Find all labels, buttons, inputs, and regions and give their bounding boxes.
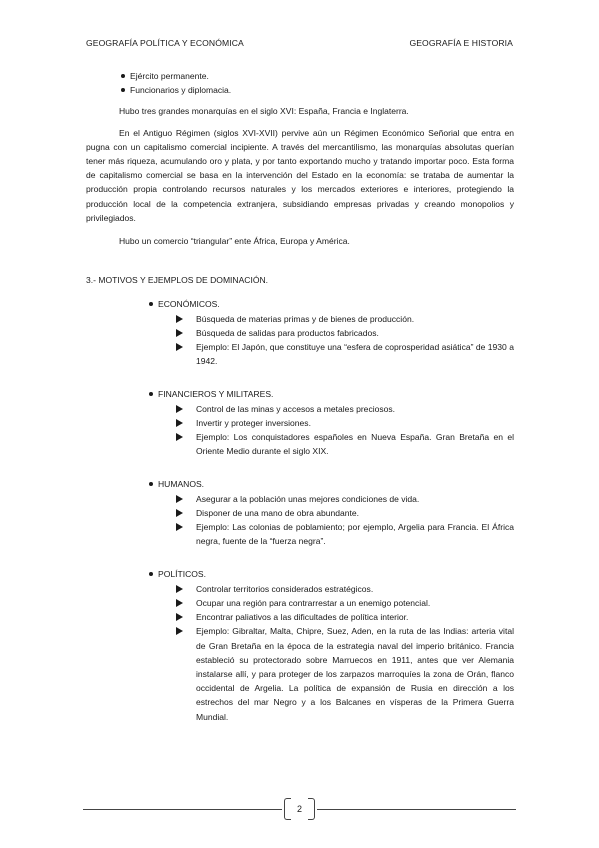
arrow-right-icon: [176, 315, 183, 323]
header-right: GEOGRAFÍA E HISTORIA: [409, 38, 513, 48]
section-humanos: [86, 477, 514, 548]
paragraph: Hubo un comercio “triangular” ente África, Europa y América.: [119, 236, 350, 247]
bracket-left-icon: [284, 798, 291, 820]
arrow-right-icon: [176, 627, 183, 635]
list-item: Control de las minas y accesos a metales preciosos.: [86, 402, 514, 416]
list-item: Encontrar paliativos a las dificultades de política interior.: [86, 610, 514, 624]
category-title: POLÍTICOS.: [86, 567, 514, 581]
section-economicos: [86, 297, 514, 368]
category-title: FINANCIEROS Y MILITARES.: [86, 387, 514, 401]
section-heading: 3.- MOTIVOS Y EJEMPLOS DE DOMINACIÓN.: [86, 275, 269, 286]
item-list: [86, 582, 514, 724]
list-item: Búsqueda de materias primas y de bienes de producción.: [86, 312, 514, 326]
arrow-right-icon: [176, 599, 183, 607]
bullet-text: Ejército permanente.: [130, 71, 209, 81]
item-list: [86, 402, 514, 459]
item-list: [86, 312, 514, 369]
bullet-dot-icon: [149, 572, 153, 576]
bullet-item: [86, 69, 514, 83]
paragraph: Hubo tres grandes monarquías en el siglo XVI: España, Francia e Inglaterra.: [119, 106, 409, 117]
list-item: Controlar territorios considerados estratégicos.: [86, 582, 514, 596]
category-title: ECONÓMICOS.: [86, 297, 514, 311]
list-item: Disponer de una mano de obra abundante.: [86, 506, 514, 520]
arrow-right-icon: [176, 613, 183, 621]
footer-rule-right: [317, 809, 516, 810]
document-body: [86, 69, 514, 724]
list-item: Ejemplo: Los conquistadores españoles en Nueva España. Gran Bretaña en el Oriente Medio durante el siglo XIX.: [86, 430, 514, 458]
arrow-right-icon: [176, 329, 183, 337]
bullet-dot-icon: [121, 74, 125, 78]
section-politicos: [86, 567, 514, 723]
list-item: Ejemplo: Las colonias de poblamiento; por ejemplo, Argelia para Francia. El África negra, fuente de la “fuerza negra”.: [86, 520, 514, 548]
arrow-right-icon: [176, 509, 183, 517]
arrow-right-icon: [176, 405, 183, 413]
arrow-right-icon: [176, 343, 183, 351]
header-left: GEOGRAFÍA POLÍTICA Y ECONÓMICA: [86, 38, 244, 48]
paragraph: En el Antiguo Régimen (siglos XVI-XVII) pervive aún un Régimen Económico Señorial que entra en pugna con un capitalismo comercial incipiente. A través del mercantilismo, las monarquías absolutas querían tener más riqueza, acumulando oro y plata, y por tanto exportando mucho y tratando importar poco. Esta forma de capitalismo comercial se basa en la intervención del Estado en la economía: se trataba de aumentar la producción propia controlando recursos naturales y los mercados exteriores e interiores, protegiendo la producción local de la competencia extranjera, subsidiando empresas privadas y creando monopolios y privilegiados.: [86, 127, 514, 223]
bullet-text: Funcionarios y diplomacia.: [130, 85, 232, 96]
arrow-right-icon: [176, 419, 183, 427]
bullet-dot-icon: [149, 482, 153, 486]
page-number: 2: [282, 798, 317, 820]
list-item: Búsqueda de salidas para productos fabricados.: [86, 326, 514, 340]
list-item: Ocupar una región para contrarrestar a un enemigo potencial.: [86, 596, 514, 610]
section-financieros: [86, 387, 514, 458]
bullet-dot-icon: [149, 392, 153, 396]
list-item: Asegurar a la población unas mejores condiciones de vida.: [86, 492, 514, 506]
arrow-right-icon: [176, 433, 183, 441]
list-item: Ejemplo: El Japón, que constituye una “esfera de coprosperidad asiática” de 1930 a 1942.: [86, 340, 514, 368]
arrow-right-icon: [176, 523, 183, 531]
item-list: [86, 492, 514, 549]
bullet-dot-icon: [149, 302, 153, 306]
arrow-right-icon: [176, 495, 183, 503]
arrow-right-icon: [176, 585, 183, 593]
bullet-dot-icon: [121, 88, 125, 92]
category-title: HUMANOS.: [86, 477, 514, 491]
list-item: Ejemplo: Gibraltar, Malta, Chipre, Suez, Aden, en la ruta de las Indias: arteria vital de Gran Bretaña en la época de la estrategia naval del imperio británico. Francia estableció su protectorado sobre Marruecos en 1911, antes que ver Alemania instalarse allí, y para proteger de los zarpazos marroquíes la zona de Orán, flanco occidental de Argelia. La política de expansión de Rusia en dirección a los estrechos del mar Negro y a los Balcanes en vísperas de la Primera Guerra Mundial.: [86, 624, 514, 723]
footer-rule-left: [83, 809, 282, 810]
bullet-item: [86, 83, 514, 97]
bracket-right-icon: [308, 798, 315, 820]
list-item: Invertir y proteger inversiones.: [86, 416, 514, 430]
